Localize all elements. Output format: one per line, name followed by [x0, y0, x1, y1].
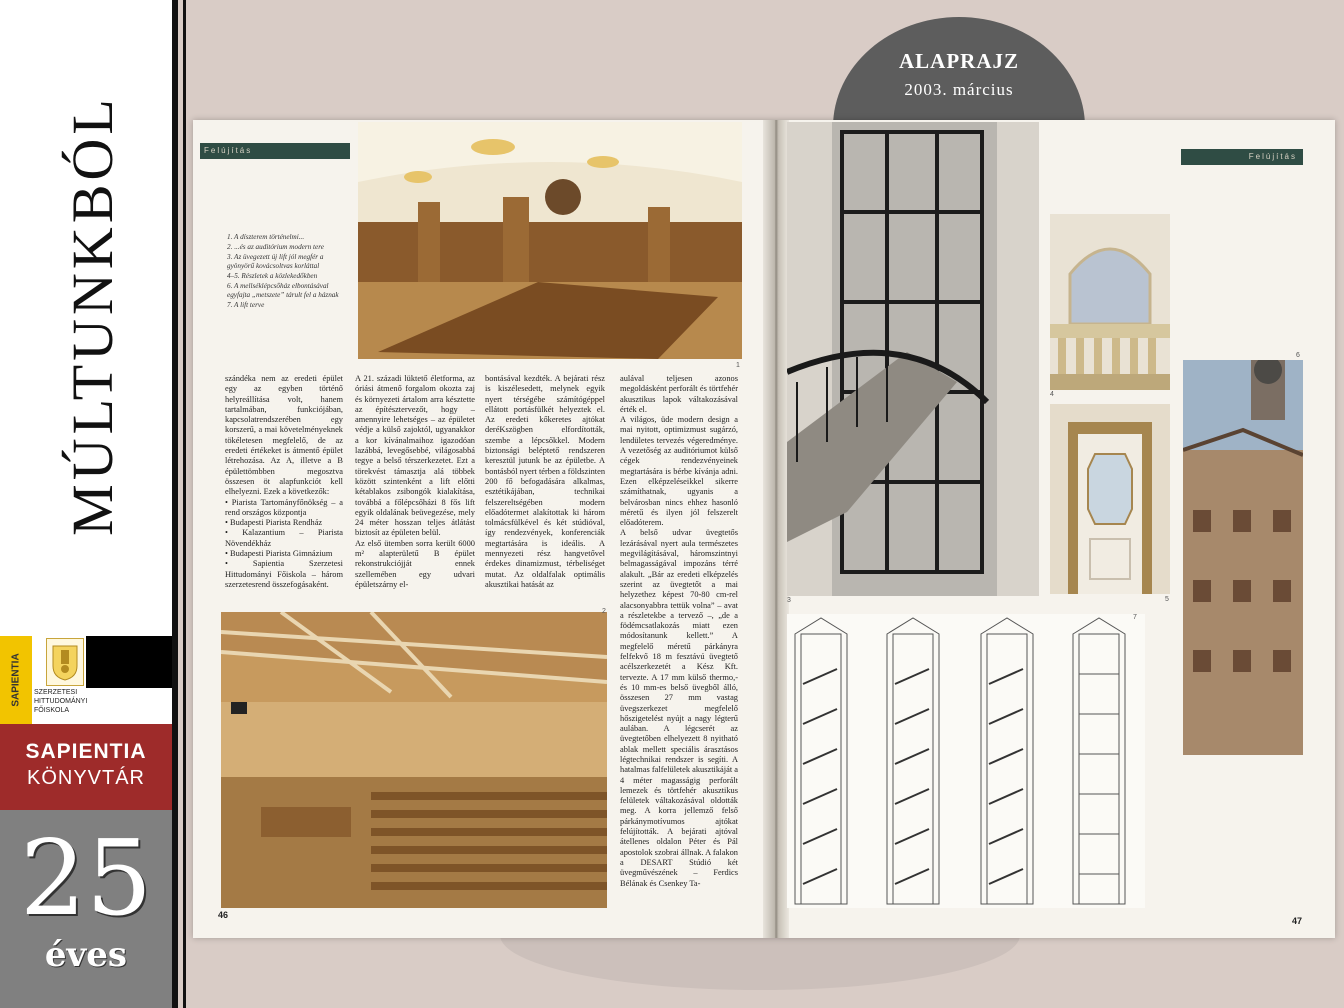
caption-item: 2. ...és az auditórium modern tere — [227, 243, 324, 251]
badge-date: 2003. március — [904, 80, 1014, 99]
page-number-left: 46 — [218, 910, 229, 920]
figure-number: 6 — [1296, 352, 1300, 359]
caption-item: 1. A díszterem történelmi... — [227, 233, 305, 241]
magazine-spine — [763, 120, 789, 938]
logo-text-line: SZERZETESI — [34, 689, 78, 696]
brand-name: SAPIENTIA — [25, 740, 147, 763]
figure-number: 7 — [1133, 614, 1137, 621]
photo-balustrade — [1050, 214, 1170, 390]
figure-number: 3 — [787, 597, 791, 604]
anniversary-number: 25 — [19, 817, 153, 939]
sidebar-divider-thin — [183, 0, 186, 1008]
crest-icon — [46, 638, 84, 686]
caption-item: 4–5. Részletek a közlekedőkben — [227, 272, 318, 280]
sidebar-divider-thick — [172, 0, 178, 1008]
logo-text-line: HITTUDOMÁNYI — [34, 698, 88, 705]
anniversary-word: éves — [44, 935, 128, 975]
text-column-3: bontásával kezdték. A bejárati rész is kiszélesedett, melynek egyik nyert térségébe számítógéppel ellátott portásfülkét helyeztek el. Az eredeti kőkeretes ajtókat deréKszögben elfordították, szembe a lépcsőkkel. Modern biztonsági beléptető rendszeren keresztül jutunk be az épületbe. A bontásból nyert térben a földszinten 200 fő befogadására alkalmas, esztétikájában, technikai felszereltségében modern előadótermet alakítottak ki három tolmácsfülkével és két stúdióval, így rendezvények, konferenciák megtartására is ideális. A mennyezeti rész hangvetővel érdekes dinamizmust, térbeliséget mutat. Az oldalfalak optimális akusztikai hatását az — [485, 374, 605, 589]
logo-text-line: FŐISKOLA — [34, 707, 70, 714]
vertical-title-text: MÚLTUNKBÓL — [59, 94, 125, 536]
section-tag-right: Felújítás — [1181, 149, 1303, 165]
figure-number: 2 — [602, 608, 606, 615]
logo-yellow-strip — [0, 636, 32, 724]
text-column-1: szándéka nem az eredeti épület egy az egyben történő helyreállítása volt, hanem tartalmában, funkciójában, kapcsolatrendszerében egy korszerű, a mai követelményeknek tökéletesen megfelelő, de az eredeti értékeket is átmentő épület létrehozása. Az A, illetve a B épülettömbben megosztva összesen öt alapfunkciót kell elhelyezni. Ezek a következők: • Piarista Tartományfőnökség – a rend országos központja • Budapesti Piarista Rendház • Kalazantium – Piarista Növendékház • Budapesti Piarista Gimnázium • Sapientia Szerzetesi Hittudományi Főiskola – három szerzetesrend összefogásaként. — [225, 374, 343, 589]
photo-ceremonial-hall — [358, 122, 742, 359]
badge-title: ALAPRAJZ — [898, 49, 1019, 73]
brand-subtitle: KÖNYVTÁR — [26, 767, 146, 789]
photo-glass-lift — [787, 122, 1039, 596]
photo-captions — [227, 233, 349, 311]
section-vertical-title — [59, 94, 125, 536]
text-column-4: aulával teljesen azonos megoldásként perforált és törtfehér akusztikus lapok váltakozásával érték el. A világos, üde modern design a mai nyitott, optimizmust sugárzó, lendületes tervezés végeredménye. A vezetőség az auditóriumot külső cégek rendezvényeinek megtartására is bérbe kívánja adni. Ezen elképzeléseikkel sikerre számíthatnak, ugyanis a belvárosban nincs ehhez hasonló méretű és ilyen jól felszerelt előadóterem. A belső udvar üvegtetős lezárásával nyert aula természetes megvilágításával, háromszintnyi belmagasságával impozáns térré alakult. „Bár az eredeti elképzelés szerint az üvegtetőt a mai helyzethez képest 70-80 cm-rel alacsonyabbra tettük volna” – avat a részletekbe a tervező –, „de a födémcsatlakozás miatt ezen módosítanunk kellett.” A megfelelő méretű párkányra felfekvő 18 m fesztávú üvegtető acélszerkezetét a Kész Kft. tervezte. A 17 mm külső thermo,- és 10 mm-es belső üvegből álló, összesen 27 mm vastag üvegszerkezet megfelelő hőszigetelést nyújt a nagy légterű aulában. A légcserét az üvegtetőben elhelyezett 8 nyitható ablak mellett speciális árasztásos légtechnikai rendszer is segíti. A hatalmas falfelületek akusztikáját a 4 méter magasságig perforált lemezek és törtfehér akusztikus felületek váltakozásával oldották meg. A korra jellemző felső párkánymotívumos ajtókat felújították. A bejárati ajtóval átellenes oldalon Péter és Pál apostolok szobrai állnak. A falakon a DESART Stúdió két üvegművészének – Ferdics Bélának és Csenkey Ta- — [620, 374, 738, 888]
section-tag-left: Felújítás — [200, 143, 350, 159]
figure-number: 4 — [1050, 391, 1054, 398]
photo-exposed-section — [1183, 360, 1303, 755]
drawing-lift-plans — [787, 614, 1145, 908]
logo-dark-bar — [86, 636, 172, 688]
page-number-right: 47 — [1292, 916, 1303, 926]
photo-auditorium — [221, 612, 607, 908]
caption-item: 7. A lift terve — [227, 301, 265, 309]
figure-number: 1 — [736, 362, 740, 369]
brand-box — [0, 724, 172, 810]
logo-label: SAPIENTIA — [10, 653, 22, 707]
logo-institution-text — [34, 688, 114, 715]
caption-item: 6. A mellséklépcsőház elbontásával egyfajta „metszete” tárult fel a háznak — [227, 282, 339, 299]
text-column-2: A 21. századi lüktető életforma, az óriási átmenő forgalom okozta zaj és környezeti ártalom arra késztette az építésztervezőt, hogy – amennyire lehetséges – az épületet védje a külső zajoktól, ugyanakkor a kor kívánalmaihoz igazodóan lazábbá, levegősebbé, világosabbá tegye a belső térszerkezetet. Ezt a törekvést támasztja alá többek között szintenként a lift előtti kétablakos zsibongók kialakítása, továbbá a főlépcsőházi 8 fős lift egyik oldalának beüvegezése, mely 24 méter hosszan teljes átlátást biztosít az épületen belül. Az első ütemben sorra került 6000 m² alapterületű B épület rekonstrukciójját ennek szellemében egy udvari épületszárny el- — [355, 374, 475, 589]
photo-door — [1050, 404, 1170, 594]
caption-item: 3. Az üvegezett új lift jól megfér a gyönyörű kovácsoltvas korláttal — [227, 253, 324, 270]
figure-number: 5 — [1165, 596, 1169, 603]
